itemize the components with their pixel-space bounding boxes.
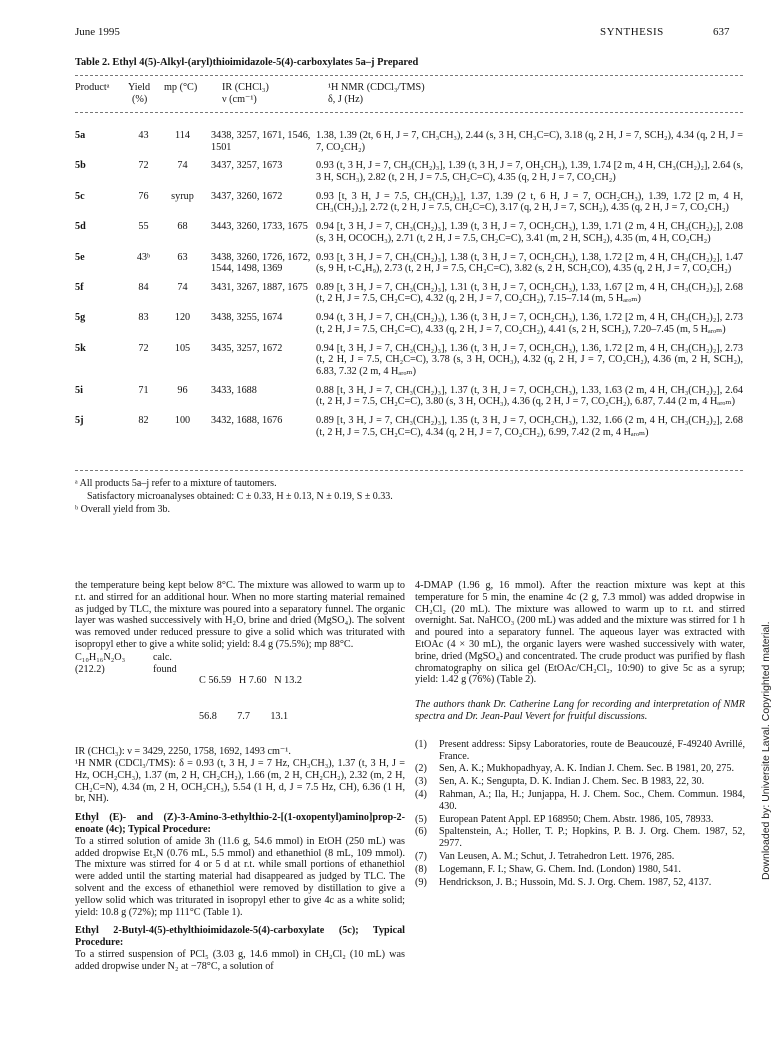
cell-mp: 68 — [177, 221, 188, 233]
cell-product: 5k — [75, 342, 86, 354]
table-row — [75, 415, 743, 438]
reference-number: (2) — [415, 763, 427, 775]
reference-number: (6) — [415, 826, 427, 838]
table-row — [75, 130, 743, 153]
analysis-found-values: 56.8 7.7 13.1 — [199, 710, 289, 722]
reference-item — [415, 851, 745, 863]
ir-data: IR (CHCl₃): ν = 3429, 2250, 1758, 1692, 1493 cm⁻¹. — [75, 746, 291, 758]
cell-yield: 43ᵇ — [136, 251, 151, 263]
download-watermark-text: Downloaded by: Universite Laval. Copyrighted material. — [760, 621, 772, 880]
reference-number: (5) — [415, 813, 427, 825]
cell-ir: 3443, 3260, 1733, 1675 — [211, 221, 308, 233]
table-top-rule — [75, 75, 743, 76]
cell-ir: 3435, 3257, 1672 — [211, 342, 283, 354]
analysis-mw: (212.2) — [75, 663, 105, 675]
cell-ir: 3438, 3255, 1674 — [211, 312, 283, 324]
cell-nmr: 0.88 [t, 3 H, J = 7, CH₃(CH₂)₃], 1.37 (t, 3 H, J = 7, OCH₂CH₃), 1.33, 1.63 (2 m, 4 H, CH₃(CH₂)₂], 2.64 (t, 2 H, J = 7.5, CH₂C=C), 3.80 (s, 3 H, OCH₃), 4.36 (q, 2 H, J = 7, CO₂CH₂), 6.87, 7.44 (2 m, 4 Hₐᵣₒₘ) — [316, 384, 743, 408]
col-header-nmr: ¹H NMR (CDCl₃/TMS) — [328, 82, 425, 93]
reference-number: (8) — [415, 863, 427, 875]
cell-yield: 83 — [138, 312, 149, 324]
header-page-number: 637 — [713, 26, 730, 38]
col-header-yield-unit: (%) — [132, 94, 148, 105]
cell-yield: 72 — [138, 342, 149, 354]
row-spacer — [75, 184, 743, 191]
right-column — [415, 580, 745, 889]
analysis-found-label: found — [153, 663, 177, 675]
col-header-product: Productᵃ — [75, 82, 110, 93]
table-row — [75, 252, 743, 275]
cell-product: 5a — [75, 130, 86, 141]
cell-yield: 76 — [138, 190, 149, 202]
table-row — [75, 312, 743, 335]
row-spacer — [75, 153, 743, 160]
cell-product: 5g — [75, 312, 86, 324]
row-spacer-cell — [75, 408, 743, 415]
cell-ir: 3438, 3260, 1726, 1672, 1544, 1498, 1369 — [211, 251, 311, 275]
reference-item — [415, 814, 745, 826]
cell-ir: 3437, 3257, 1673 — [211, 160, 283, 172]
row-spacer-cell — [75, 275, 743, 282]
cell-yield: 82 — [138, 414, 149, 426]
cell-mp: 100 — [174, 414, 191, 426]
table-row — [75, 282, 743, 305]
cell-product: 5c — [75, 190, 85, 202]
cell-nmr: 1.38, 1.39 (2t, 6 H, J = 7, CH₃CH₃), 2.44 (s, 3 H, CH₃C=C), 3.18 (q, 2 H, J = 7, SCH₂), 4.34 (q, 2 H, J = 7, CO₂CH₂) — [316, 130, 743, 153]
procedure-paragraph-continued: the temperature being kept below 8°C. The mixture was allowed to warm up to r.t. and stirred for an additional hour. When no more starting material remained as judged by TLC, the mixture was poured into a separatory funnel. The organic layer was washed successively with H₂O, brine and dried (MgSO₄). The solvent was removed under reduced pressure to give a solid which was triturated with isopropyl ether to give a white solid; yield: 8.4 g (75.5%); mp 88°C. — [75, 580, 405, 650]
reference-number: (9) — [415, 876, 427, 888]
reference-text: Hendrickson, J. B.; Hussoin, Md. S. J. Org. Chem. 1987, 52, 4137. — [439, 876, 712, 888]
table-row — [75, 191, 743, 214]
data-table — [75, 130, 743, 438]
cell-mp: 105 — [174, 342, 191, 354]
reference-item — [415, 789, 745, 813]
row-spacer-cell — [75, 153, 743, 160]
reference-item — [415, 776, 745, 788]
table-row — [75, 221, 743, 244]
cell-nmr: 0.93 [t, 3 H, J = 7, CH₃(CH₂)₃], 1.38 (t, 3 H, J = 7, OCH₂CH₃), 1.38, 1.72 [2 m, 4 H, CH₃(CH₂)₂], 1.47 (s, 9 H, t-C₄H₉), 2.73 (t, 2 H, J = 7.5, CH₂C=C), 3.82 (s, 2 H, SCH₂CO), 4.35 (q, 2 H, J = 7, CO₂CH₂) — [316, 251, 743, 275]
cell-product: 5i — [75, 384, 83, 396]
cell-nmr: 0.94 (t, 3 H, J = 7, CH₃(CH₂)₃), 1.36 (t, 3 H, J = 7, OCH₂CH₃), 1.36, 1.72 [2 m, 4 H, CH₃(CH₂)₂], 2.73 (t, 2 H, J = 7.5, CH₂C=C), 4.33 (q, 2 H, J = 7, CO₂CH₂), 4.41 (s, 2 H, SCH₂), 7.20–7.45 (m, 5 Hₐᵣₒₘ) — [316, 312, 743, 335]
cell-nmr: 0.93 [t, 3 H, J = 7.5, CH₃(CH₂)₃], 1.37, 1.39 (2 t, 6 H, J = 7, OCH₂CH₃), 1.39, 1.72 [2 m, 4 H, CH₃(CH₂)₂], 2.72 (t, 2 H, J = 7.5, CH₂C=C), 3.17 (q, 2 H, J = 7, SCH₂), 4.35 (q, 2 H, J = 7, CO₂CH₂) — [316, 190, 743, 214]
cell-mp: 120 — [174, 312, 191, 324]
cell-product: 5f — [75, 281, 84, 293]
reference-item — [415, 826, 745, 850]
reference-text: Spaltenstein, A.; Holler, T. P.; Hopkins, P. B. J. Org. Chem. 1987, 52, 2977. — [439, 826, 745, 850]
reference-number: (3) — [415, 776, 427, 788]
row-spacer — [75, 244, 743, 251]
procedure-paragraph-end: 4-DMAP (1.96 g, 16 mmol). After the reaction mixture was kept at this temperature for 5 min, the enamine 4c (2 g, 7.3 mmol) was added dropwise in CH₂Cl₂ (20 mL). The mixture was allowed to warm up to r.t. and stirred overnight. Sat. NaHCO₃ (200 mL) was added and the mixture was stirred for 1 h and poured into a separatory funnel. The aqueous layer was extracted with EtOAc (4 × 30 mL), the organic layers were washed successively with water, brine, dried (MgSO₄) and concentrated. The crude product was purified by flash chromatography on silica gel (EtOAc/CH₂Cl₂, 10:90) to give 5c as a syrup; yield: 1.42 g (76%) (Table 2). — [415, 580, 745, 686]
col-header-nmr-unit: δ, J (Hz) — [328, 94, 364, 105]
analysis-calc-label: calc. — [153, 651, 172, 663]
cell-nmr: 0.93 (t, 3 H, J = 7, CH₃(CH₂)₃], 1.39 (t, 3 H, J = 7, OH₂CH₃), 1.39, 1.74 [2 m, 4 H, CH₃(CH₂)₂], 2.64 (s, 3 H, SCH₃), 2.82 (t, 2 H, J = 7.5, CH₂C=C), 4.35 (q, 2 H, J = 7, CO₂CH₂) — [316, 160, 743, 183]
cell-ir: 3438, 3257, 1671, 1546, 1501 — [211, 130, 311, 153]
cell-ir: 3437, 3260, 1672 — [211, 190, 283, 202]
footnote-b: ᵇ Overall yield from 3b. — [75, 504, 171, 515]
reference-text: Van Leusen, A. M.; Schut, J. Tetrahedron Lett. 1976, 285. — [439, 850, 675, 862]
row-spacer — [75, 275, 743, 282]
col-header-ir-unit: ν (cm⁻¹) — [222, 94, 257, 105]
reference-text: Sen, A. K.; Mukhopadhyay, A. K. Indian J. Chem. Sec. B 1981, 20, 275. — [439, 763, 735, 775]
procedure-5c-title: Ethyl 2-Butyl-4(5)-ethylthioimidazole-5(4)-carboxylate (5c); Typical Procedure: — [75, 925, 405, 949]
reference-item — [415, 739, 745, 763]
procedure-5c-text: To a stirred suspension of PCl₅ (3.03 g, 14.6 mmol) in CH₂Cl₂ (10 mL) was added dropwise under N₂ at −78°C, a solution of — [75, 948, 405, 972]
cell-yield: 55 — [138, 221, 149, 233]
row-spacer-cell — [75, 335, 743, 342]
footnote-a-microanalyses: Satisfactory microanalyses obtained: C ± 0.33, H ± 0.13, N ± 0.19, S ± 0.33. — [87, 491, 393, 502]
cell-product: 5e — [75, 251, 85, 263]
procedure-4c-title: Ethyl (E)- and (Z)-3-Amino-3-ethylthio-2-[(1-oxopentyl)amino]prop-2-enoate (4c); Typical Procedure: — [75, 812, 405, 835]
download-watermark — [758, 460, 778, 880]
row-spacer — [75, 377, 743, 384]
cell-nmr: 0.89 [t, 3 H, J = 7, CH₃(CH₂)₃], 1.31 (t, 3 H, J = 7, OCH₂CH₃), 1.33, 1.67 [2 m, 4 H, CH₃(CH₂)₂], 2.68 (t, 2 H, J = 7.5, CH₂C=C), 4.32 (q, 2 H, J = 7, CO₂CH₂), 7.15–7.14 (m, 5 Hₐᵣₒₘ) — [316, 281, 743, 305]
cell-mp: 96 — [177, 384, 188, 396]
cell-nmr: 0.94 [t, 3 H, J = 7, CH₃(CH₂)₃], 1.39 (t, 3 H, J = 7, OCH₂CH₃), 1.39, 1.71 (2 m, 4 H, CH₃(CH₂)₂], 2.08 (s, 3 H, OCOCH₃), 2.71 (t, 2 H, J = 7.5, CH₂C=C), 3.41 (m, 2 H, SCH₂), 4.35 (m, 4 H, CO₂CH₂) — [316, 221, 743, 244]
table-row — [75, 160, 743, 183]
reference-text: Logemann, F. I.; Shaw, G. Chem. Ind. (London) 1980, 541. — [439, 863, 681, 875]
cell-product: 5b — [75, 160, 86, 172]
cell-product: 5d — [75, 221, 86, 233]
references-list — [415, 739, 745, 889]
reference-number: (1) — [415, 738, 427, 750]
col-header-yield: Yield — [128, 82, 151, 93]
col-header-ir: IR (CHCl₃) — [222, 82, 269, 93]
cell-mp: 74 — [177, 160, 188, 172]
cell-product: 5j — [75, 414, 84, 426]
col-header-mp: mp (°C) — [164, 82, 198, 93]
cell-ir: 3433, 1688 — [211, 384, 257, 396]
reference-text: Sen, A. K.; Sengupta, D. K. Indian J. Chem. Sec. B 1983, 22, 30. — [439, 776, 705, 788]
analysis-calc-values: C 56.59 H 7.60 N 13.2 — [199, 675, 303, 687]
cell-nmr: 0.94 [t, 3 H, J = 7, CH₃(CH₂)₃], 1.36 (t, 3 H, J = 7, OCH₂CH₃), 1.36, 1.72 [2 m, 4 H, CH₃(CH₂)₂], 2.73 (t, 2 H, J = 7.5, CH₂C=C), 3.78 (s, 3 H, OCH₃), 4.32 (q, 2 H, J = 7, CO₂CH₂), 4.36 (m, 2 H, SCH₂), 6.83, 7.32 (2 m, 4 Hₐᵣₒₘ) — [316, 342, 743, 377]
cell-yield: 43 — [138, 130, 149, 141]
cell-yield: 71 — [138, 384, 149, 396]
table-bottom-rule — [75, 470, 743, 471]
reference-item — [415, 763, 745, 775]
reference-text: European Patent Appl. EP 168950; Chem. Abstr. 1986, 105, 78933. — [439, 813, 714, 825]
header-date: June 1995 — [75, 26, 120, 38]
row-spacer — [75, 305, 743, 312]
cell-mp: syrup — [171, 190, 194, 202]
acknowledgments: The authors thank Dr. Catherine Lang for recording and interpretation of NMR spectra and Dr. Jean-Paul Vevert for fruitful discussions. — [415, 699, 745, 722]
row-spacer-cell — [75, 244, 743, 251]
procedure-4c-text: To a stirred solution of amide 3h (11.6 g, 54.6 mmol) in EtOH (250 mL) was added dropwise Et₃N (0.76 mL, 5.5 mmol) and ethanethiol (8 mL, 109 mmol). The mixture was stirred for 4 or 5 d at r.t. while small portions of ethanethiol were added until the starting material had disappeared as judged by TLC. The solvent and the excess of ethanethiol were removed by distillation to give a yellow solid which was triturated in isopropyl ether to give 4c as a white solid; yield: 10.8 g (72%); mp 111°C (Table 1). — [75, 835, 405, 918]
row-spacer — [75, 335, 743, 342]
cell-ir: 3431, 3267, 1887, 1675 — [211, 281, 308, 293]
cell-mp: 74 — [177, 281, 188, 293]
cell-yield: 84 — [138, 281, 149, 293]
reference-number: (7) — [415, 850, 427, 862]
row-spacer — [75, 214, 743, 221]
header-journal: SYNTHESIS — [600, 26, 664, 38]
cell-nmr: 0.89 [t, 3 H, J = 7, CH₃(CH₂)₃], 1.35 (t, 3 H, J = 7, OCH₂CH₃), 1.32, 1.66 (2 m, 4 H, CH₃(CH₂)₂], 2.68 (t, 2 H, J = 7.5, CH₂C=C), 4.34 (q, 2 H, J = 7, CO₂CH₂), 6.99, 7.42 (2 m, 4 Hₐᵣₒₘ) — [316, 414, 743, 438]
row-spacer-cell — [75, 305, 743, 312]
row-spacer-cell — [75, 377, 743, 384]
reference-item — [415, 877, 745, 889]
reference-number: (4) — [415, 788, 427, 800]
reference-text: Rahman, A.; Ila, H.; Junjappa, H. J. Chem. Soc., Chem. Commun. 1984, 430. — [439, 788, 745, 812]
reference-item — [415, 864, 745, 876]
left-column — [75, 580, 405, 973]
table-row — [75, 343, 743, 378]
footnote-a: ᵃ All products 5a–j refer to a mixture of tautomers. — [75, 478, 277, 489]
row-spacer-cell — [75, 184, 743, 191]
elemental-analysis — [75, 652, 405, 746]
table-caption: Table 2. Ethyl 4(5)-Alkyl-(aryl)thioimidazole-5(4)-carboxylates 5a–j Prepared — [75, 57, 419, 68]
cell-yield: 72 — [138, 160, 149, 172]
reference-text: Present address: Sipsy Laboratories, route de Beaucouzé, F-49240 Avrillé, France. — [439, 738, 745, 762]
row-spacer — [75, 408, 743, 415]
cell-ir: 3432, 1688, 1676 — [211, 414, 283, 426]
table-header-rule — [75, 112, 743, 113]
analysis-formula: C₁₀H₁₆N₂O₃ — [75, 651, 126, 663]
nmr-data: ¹H NMR (CDCl₃/TMS): δ = 0.93 (t, 3 H, J = 7 Hz, CH₃CH₃), 1.37 (t, 3 H, J = Hz, OCH₂CH₃), 1.37 (m, 2 H, CH₂CH₂), 1.66 (m, 2 H, CH₂CH₂), 2.32 (m, 2 H, CH₂C=N), 4.34 (m, 2 H, OCH₂CH₃), 5.54 (1 H, d, J = 7.5 Hz, CH), 6.36 (1 H, br, NH). — [75, 757, 405, 805]
row-spacer-cell — [75, 214, 743, 221]
table-row — [75, 385, 743, 408]
cell-mp: 63 — [177, 251, 188, 263]
cell-mp: 114 — [175, 130, 190, 141]
